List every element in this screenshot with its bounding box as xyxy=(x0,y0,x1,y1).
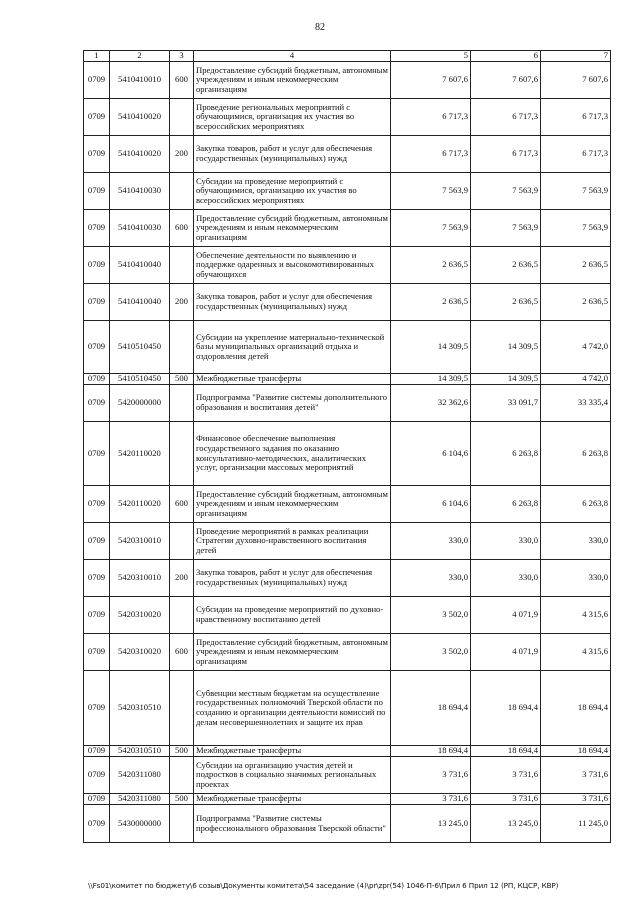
amount-col7-cell: 6 717,3 xyxy=(541,136,611,173)
table-row xyxy=(84,321,611,374)
amount-col5-cell: 6 104,6 xyxy=(391,486,471,523)
amount-col5-cell: 3 502,0 xyxy=(391,634,471,671)
file-path-footer: \\Fs01\комитет по бюджету\6 созыв\Документы комитета\54 заседание (4)\pr\zpr(54) 1046-П-6\Прил 6 Прил 12 (РП, КЦСР, КВР) xyxy=(88,881,559,890)
section-code-cell: 0709 xyxy=(84,486,110,523)
amount-col6-cell: 6 717,3 xyxy=(471,99,541,136)
amount-col6-cell: 3 731,6 xyxy=(471,757,541,794)
amount-col6-cell: 7 563,9 xyxy=(471,210,541,247)
amount-col5-cell: 13 245,0 xyxy=(391,805,471,843)
table-row xyxy=(84,671,611,746)
table-row xyxy=(84,422,611,486)
table-row xyxy=(84,805,611,843)
target-article-cell: 5410410040 xyxy=(110,284,170,321)
amount-col6-cell: 33 091,7 xyxy=(471,385,541,422)
expense-type-cell: 200 xyxy=(170,560,194,597)
expense-type-cell: 200 xyxy=(170,136,194,173)
amount-col5-cell: 6 717,3 xyxy=(391,99,471,136)
amount-col7-cell: 330,0 xyxy=(541,560,611,597)
section-code-cell: 0709 xyxy=(84,385,110,422)
table-row xyxy=(84,757,611,794)
expense-type-cell xyxy=(170,385,194,422)
amount-col6-cell: 13 245,0 xyxy=(471,805,541,843)
amount-col7-cell: 7 607,6 xyxy=(541,62,611,99)
description-cell: Обеспечение деятельности по выявлению и поддержке одаренных и высокомотивированных обучающихся xyxy=(194,247,391,284)
section-code-cell: 0709 xyxy=(84,805,110,843)
expense-type-cell xyxy=(170,173,194,210)
target-article-cell: 5420310020 xyxy=(110,634,170,671)
target-article-cell: 5420311080 xyxy=(110,757,170,794)
expense-type-cell: 200 xyxy=(170,284,194,321)
expense-type-cell xyxy=(170,757,194,794)
amount-col6-cell: 7 607,6 xyxy=(471,62,541,99)
amount-col6-cell: 4 071,9 xyxy=(471,597,541,634)
section-code-cell: 0709 xyxy=(84,321,110,374)
table-row xyxy=(84,247,611,284)
amount-col7-cell: 3 731,6 xyxy=(541,794,611,805)
amount-col6-cell: 2 636,5 xyxy=(471,284,541,321)
amount-col6-cell: 2 636,5 xyxy=(471,247,541,284)
amount-col6-cell: 18 694,4 xyxy=(471,671,541,746)
target-article-cell: 5410510450 xyxy=(110,374,170,385)
section-code-cell: 0709 xyxy=(84,634,110,671)
description-cell: Финансовое обеспечение выполнения государственного задания по оказанию консультативно-методических, аналитических услуг, организации массовых мероприятий xyxy=(194,422,391,486)
target-article-cell: 5420110020 xyxy=(110,486,170,523)
amount-col6-cell: 14 309,5 xyxy=(471,374,541,385)
description-cell: Закупка товаров, работ и услуг для обеспечения государственных (муниципальных) нужд xyxy=(194,284,391,321)
expense-type-cell: 600 xyxy=(170,62,194,99)
target-article-cell: 5410410030 xyxy=(110,210,170,247)
amount-col7-cell: 4 315,6 xyxy=(541,634,611,671)
table-row xyxy=(84,173,611,210)
description-cell: Межбюджетные трансферты xyxy=(194,794,391,805)
amount-col7-cell: 18 694,4 xyxy=(541,746,611,757)
target-article-cell: 5420310510 xyxy=(110,746,170,757)
header-cell: 5 xyxy=(391,51,471,62)
description-cell: Предоставление субсидий бюджетным, автономным учреждениям и иным некоммерческим организациям xyxy=(194,634,391,671)
amount-col6-cell: 18 694,4 xyxy=(471,746,541,757)
expense-type-cell: 600 xyxy=(170,634,194,671)
budget-table xyxy=(83,50,611,843)
target-article-cell: 5410410030 xyxy=(110,173,170,210)
amount-col5-cell: 18 694,4 xyxy=(391,671,471,746)
amount-col7-cell: 2 636,5 xyxy=(541,284,611,321)
target-article-cell: 5420310010 xyxy=(110,560,170,597)
table-row xyxy=(84,99,611,136)
amount-col6-cell: 4 071,9 xyxy=(471,634,541,671)
expense-type-cell: 500 xyxy=(170,374,194,385)
amount-col6-cell: 330,0 xyxy=(471,560,541,597)
description-cell: Предоставление субсидий бюджетным, автономным учреждениям и иным некоммерческим организациям xyxy=(194,486,391,523)
amount-col7-cell: 6 263,8 xyxy=(541,486,611,523)
description-cell: Предоставление субсидий бюджетным, автономным учреждениям и иным некоммерческим организациям xyxy=(194,62,391,99)
table-header-row xyxy=(84,51,611,62)
expense-type-cell: 600 xyxy=(170,486,194,523)
amount-col7-cell: 6 717,3 xyxy=(541,99,611,136)
amount-col7-cell: 4 315,6 xyxy=(541,597,611,634)
target-article-cell: 5420310010 xyxy=(110,523,170,560)
table-row xyxy=(84,210,611,247)
amount-col5-cell: 7 563,9 xyxy=(391,173,471,210)
expense-type-cell xyxy=(170,805,194,843)
expense-type-cell xyxy=(170,99,194,136)
target-article-cell: 5410410010 xyxy=(110,62,170,99)
amount-col7-cell: 7 563,9 xyxy=(541,210,611,247)
expense-type-cell: 500 xyxy=(170,746,194,757)
section-code-cell: 0709 xyxy=(84,671,110,746)
target-article-cell: 5430000000 xyxy=(110,805,170,843)
description-cell: Межбюджетные трансферты xyxy=(194,374,391,385)
amount-col5-cell: 7 563,9 xyxy=(391,210,471,247)
table-row xyxy=(84,634,611,671)
amount-col6-cell: 3 731,6 xyxy=(471,794,541,805)
target-article-cell: 5410410020 xyxy=(110,136,170,173)
amount-col7-cell: 11 245,0 xyxy=(541,805,611,843)
amount-col6-cell: 6 263,8 xyxy=(471,486,541,523)
table-row xyxy=(84,794,611,805)
amount-col5-cell: 330,0 xyxy=(391,523,471,560)
section-code-cell: 0709 xyxy=(84,210,110,247)
amount-col5-cell: 6 717,3 xyxy=(391,136,471,173)
expense-type-cell xyxy=(170,321,194,374)
amount-col5-cell: 18 694,4 xyxy=(391,746,471,757)
amount-col5-cell: 330,0 xyxy=(391,560,471,597)
target-article-cell: 5420310510 xyxy=(110,671,170,746)
amount-col7-cell: 2 636,5 xyxy=(541,247,611,284)
description-cell: Закупка товаров, работ и услуг для обеспечения государственных (муниципальных) нужд xyxy=(194,560,391,597)
amount-col6-cell: 6 717,3 xyxy=(471,136,541,173)
target-article-cell: 5410510450 xyxy=(110,321,170,374)
description-cell: Субсидии на укрепление материально-технической базы муниципальных организаций отдыха и оздоровления детей xyxy=(194,321,391,374)
amount-col7-cell: 7 563,9 xyxy=(541,173,611,210)
amount-col7-cell: 18 694,4 xyxy=(541,671,611,746)
amount-col6-cell: 7 563,9 xyxy=(471,173,541,210)
section-code-cell: 0709 xyxy=(84,523,110,560)
expense-type-cell xyxy=(170,523,194,560)
description-cell: Межбюджетные трансферты xyxy=(194,746,391,757)
section-code-cell: 0709 xyxy=(84,560,110,597)
amount-col7-cell: 6 263,8 xyxy=(541,422,611,486)
header-cell: 4 xyxy=(194,51,391,62)
header-cell: 3 xyxy=(170,51,194,62)
amount-col7-cell: 4 742,0 xyxy=(541,321,611,374)
section-code-cell: 0709 xyxy=(84,247,110,284)
description-cell: Субвенции местным бюджетам на осуществление государственных полномочий Тверской области по созданию и организации деятельности комиссий по делам несовершеннолетних и защите их прав xyxy=(194,671,391,746)
description-cell: Проведение региональных мероприятий с обучающимися, организация их участия во всероссийских мероприятиях xyxy=(194,99,391,136)
amount-col5-cell: 3 731,6 xyxy=(391,757,471,794)
page-number: 82 xyxy=(315,22,325,33)
amount-col6-cell: 14 309,5 xyxy=(471,321,541,374)
expense-type-cell xyxy=(170,247,194,284)
table-row xyxy=(84,284,611,321)
amount-col5-cell: 32 362,6 xyxy=(391,385,471,422)
section-code-cell: 0709 xyxy=(84,99,110,136)
description-cell: Проведение мероприятий в рамках реализации Стратегии духовно-нравственного воспитания детей xyxy=(194,523,391,560)
target-article-cell: 5410410040 xyxy=(110,247,170,284)
header-cell: 1 xyxy=(84,51,110,62)
table-row xyxy=(84,486,611,523)
amount-col5-cell: 3 502,0 xyxy=(391,597,471,634)
description-cell: Подпрограмма "Развитие системы дополнительного образования и воспитания детей" xyxy=(194,385,391,422)
target-article-cell: 5410410020 xyxy=(110,99,170,136)
description-cell: Предоставление субсидий бюджетным, автономным учреждениям и иным некоммерческим организациям xyxy=(194,210,391,247)
section-code-cell: 0709 xyxy=(84,374,110,385)
section-code-cell: 0709 xyxy=(84,757,110,794)
amount-col7-cell: 4 742,0 xyxy=(541,374,611,385)
amount-col5-cell: 14 309,5 xyxy=(391,374,471,385)
expense-type-cell xyxy=(170,671,194,746)
expense-type-cell: 600 xyxy=(170,210,194,247)
target-article-cell: 5420110020 xyxy=(110,422,170,486)
table-row xyxy=(84,523,611,560)
amount-col5-cell: 6 104,6 xyxy=(391,422,471,486)
amount-col5-cell: 2 636,5 xyxy=(391,247,471,284)
amount-col7-cell: 330,0 xyxy=(541,523,611,560)
section-code-cell: 0709 xyxy=(84,422,110,486)
description-cell: Субсидии на проведение мероприятий с обучающимися, организацию их участия во всероссийских мероприятиях xyxy=(194,173,391,210)
amount-col5-cell: 2 636,5 xyxy=(391,284,471,321)
header-cell: 6 xyxy=(471,51,541,62)
table-row xyxy=(84,597,611,634)
target-article-cell: 5420311080 xyxy=(110,794,170,805)
table-row xyxy=(84,136,611,173)
header-cell: 7 xyxy=(541,51,611,62)
table-row xyxy=(84,62,611,99)
section-code-cell: 0709 xyxy=(84,136,110,173)
expense-type-cell xyxy=(170,422,194,486)
section-code-cell: 0709 xyxy=(84,597,110,634)
amount-col7-cell: 3 731,6 xyxy=(541,757,611,794)
target-article-cell: 5420000000 xyxy=(110,385,170,422)
amount-col5-cell: 14 309,5 xyxy=(391,321,471,374)
target-article-cell: 5420310020 xyxy=(110,597,170,634)
amount-col5-cell: 3 731,6 xyxy=(391,794,471,805)
description-cell: Закупка товаров, работ и услуг для обеспечения государственных (муниципальных) нужд xyxy=(194,136,391,173)
header-cell: 2 xyxy=(110,51,170,62)
amount-col7-cell: 33 335,4 xyxy=(541,385,611,422)
description-cell: Субсидии на организацию участия детей и подростков в социально значимых региональных проектах xyxy=(194,757,391,794)
section-code-cell: 0709 xyxy=(84,794,110,805)
expense-type-cell xyxy=(170,597,194,634)
expense-type-cell: 500 xyxy=(170,794,194,805)
description-cell: Субсидии на проведение мероприятий по духовно-нравственному воспитанию детей xyxy=(194,597,391,634)
amount-col6-cell: 6 263,8 xyxy=(471,422,541,486)
section-code-cell: 0709 xyxy=(84,284,110,321)
description-cell: Подпрограмма "Развитие системы профессионального образования Тверской области" xyxy=(194,805,391,843)
section-code-cell: 0709 xyxy=(84,746,110,757)
amount-col6-cell: 330,0 xyxy=(471,523,541,560)
table-row xyxy=(84,385,611,422)
section-code-cell: 0709 xyxy=(84,62,110,99)
table-row xyxy=(84,746,611,757)
table-row xyxy=(84,374,611,385)
amount-col5-cell: 7 607,6 xyxy=(391,62,471,99)
section-code-cell: 0709 xyxy=(84,173,110,210)
table-row xyxy=(84,560,611,597)
